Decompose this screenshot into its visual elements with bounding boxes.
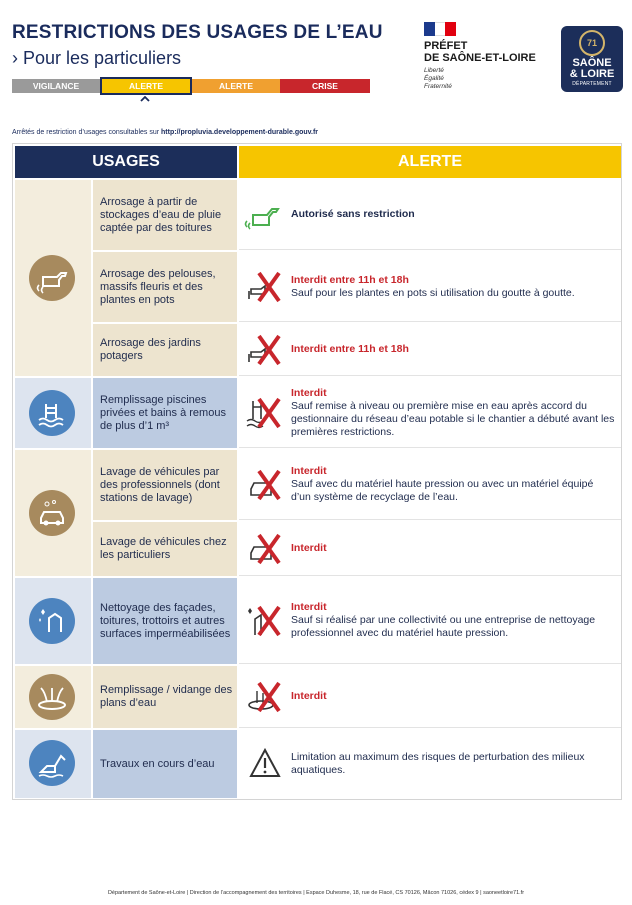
sprinkler-forbidden-icon — [239, 267, 291, 307]
column-header-level: ALERTE — [239, 146, 621, 178]
group-travaux — [15, 730, 91, 798]
rule-status: Interdit — [291, 386, 327, 399]
page-title: RESTRICTIONS DES USAGES DE L’EAU — [12, 22, 383, 43]
pool-forbidden-icon — [239, 393, 291, 433]
car-wash-forbidden-icon — [239, 465, 291, 505]
rule-row — [239, 180, 621, 250]
rule-row — [239, 324, 621, 376]
usage-cell: Arrosage des jardins potagers — [93, 324, 237, 376]
source-link[interactable]: http://propluvia.developpement-durable.gouv.fr — [161, 129, 319, 136]
excavator-icon — [29, 740, 75, 786]
usage-cell: Nettoyage des façades, toitures, trottoirs et autres surfaces imperméabilisées — [93, 578, 237, 664]
group-plans-eau — [15, 666, 91, 728]
rule-status: Interdit — [291, 690, 327, 702]
pool-icon — [29, 390, 75, 436]
level-crise: CRISE — [280, 79, 370, 93]
level-vigilance: VIGILANCE — [12, 79, 100, 93]
facade-cleaning-icon — [29, 598, 75, 644]
french-flag-icon — [424, 22, 456, 36]
rule-detail: Sauf avec du matériel haute pression ou avec un matériel équipé d’un système de recyclage de l’eau. — [291, 478, 594, 503]
pond-icon — [29, 674, 75, 720]
watering-can-green-icon — [239, 195, 291, 235]
level-alerte-active: ALERTE — [102, 79, 190, 93]
page-subtitle: › Pour les particuliers — [12, 48, 182, 68]
rule-status: Autorisé sans restriction — [291, 208, 415, 220]
pond-forbidden-icon — [239, 677, 291, 717]
rule-row — [239, 578, 621, 664]
rule-detail: Sauf pour les plantes en pots si utilisation du goutte à goutte. — [291, 286, 575, 299]
group-lavage — [15, 450, 91, 576]
group-nettoyage — [15, 578, 91, 664]
prefet-line2: DE SAÔNE-ET-LOIRE — [424, 52, 536, 64]
car-wash-icon — [29, 490, 75, 536]
facade-forbidden-icon — [239, 601, 291, 641]
alert-level-bar — [12, 79, 370, 105]
active-level-caret-icon — [140, 96, 150, 102]
usage-cell: Arrosage à partir de stockages d’eau de pluie captée par des toitures — [93, 180, 237, 250]
usage-cell: Remplissage piscines privées et bains à remous de plus d’1 m³ — [93, 378, 237, 448]
rule-row — [239, 252, 621, 322]
rule-status: Interdit entre 11h et 18h — [291, 273, 409, 286]
usage-cell: Arrosage des pelouses, massifs fleuris et des plantes en pots — [93, 252, 237, 322]
car-wash-forbidden-icon — [239, 529, 291, 569]
rule-status: Interdit entre 11h et 18h — [291, 343, 409, 355]
prefet-logo — [424, 22, 554, 91]
usage-cell: Travaux en cours d’eau — [93, 730, 237, 798]
source-line: Arrêtés de restriction d’usages consultables sur http://propluvia.developpement-durable.gouv.fr — [12, 129, 319, 136]
footer: Département de Saône-et-Loire | Direction de l’accompagnement des territoires | Espace Duhesme, 18, rue de Flacé, CS 70126, Mâcon 71026, cédex 9 | saoneetloire71.fr — [107, 890, 525, 896]
departement-logo: 71 SAÔNE & LOIRE DÉPARTEMENT — [561, 26, 623, 92]
group-piscines — [15, 378, 91, 448]
watering-can-icon — [29, 255, 75, 301]
rule-row — [239, 730, 621, 798]
group-arrosage — [15, 180, 91, 376]
usage-cell: Lavage de véhicules par des professionnels (dont stations de lavage) — [93, 450, 237, 520]
rule-detail: Sauf remise à niveau ou première mise en eau après accord du gestionnaire du réseau d’eau potable si le chantier a débuté avant les premières restrictions. — [291, 399, 615, 438]
rule-status: Interdit — [291, 465, 327, 477]
rule-detail: Sauf si réalisé par une collectivité ou une entreprise de nettoyage professionnel avec du matériel haute pression. — [291, 614, 596, 639]
column-header-usages: USAGES — [15, 146, 237, 178]
rule-row — [239, 522, 621, 576]
prefet-motto: Liberté Égalité Fraternité — [424, 67, 452, 90]
level-alerte-renforcee: ALERTE RENFORCÉE — [192, 79, 280, 93]
prefet-line1: PRÉFET — [424, 40, 468, 52]
rule-row — [239, 666, 621, 728]
dept-number: 71 — [579, 30, 605, 56]
restrictions-table — [12, 143, 622, 800]
rule-detail: Limitation au maximum des risques de perturbation des milieux aquatiques. — [291, 751, 585, 776]
warning-triangle-icon — [239, 744, 291, 784]
usage-cell: Remplissage / vidange des plans d’eau — [93, 666, 237, 728]
rule-row — [239, 450, 621, 520]
rule-row — [239, 378, 621, 448]
sprinkler-forbidden-icon — [239, 330, 291, 370]
rule-status: Interdit — [291, 542, 327, 554]
rule-status: Interdit — [291, 601, 327, 613]
usage-cell: Lavage de véhicules chez les particuliers — [93, 522, 237, 576]
